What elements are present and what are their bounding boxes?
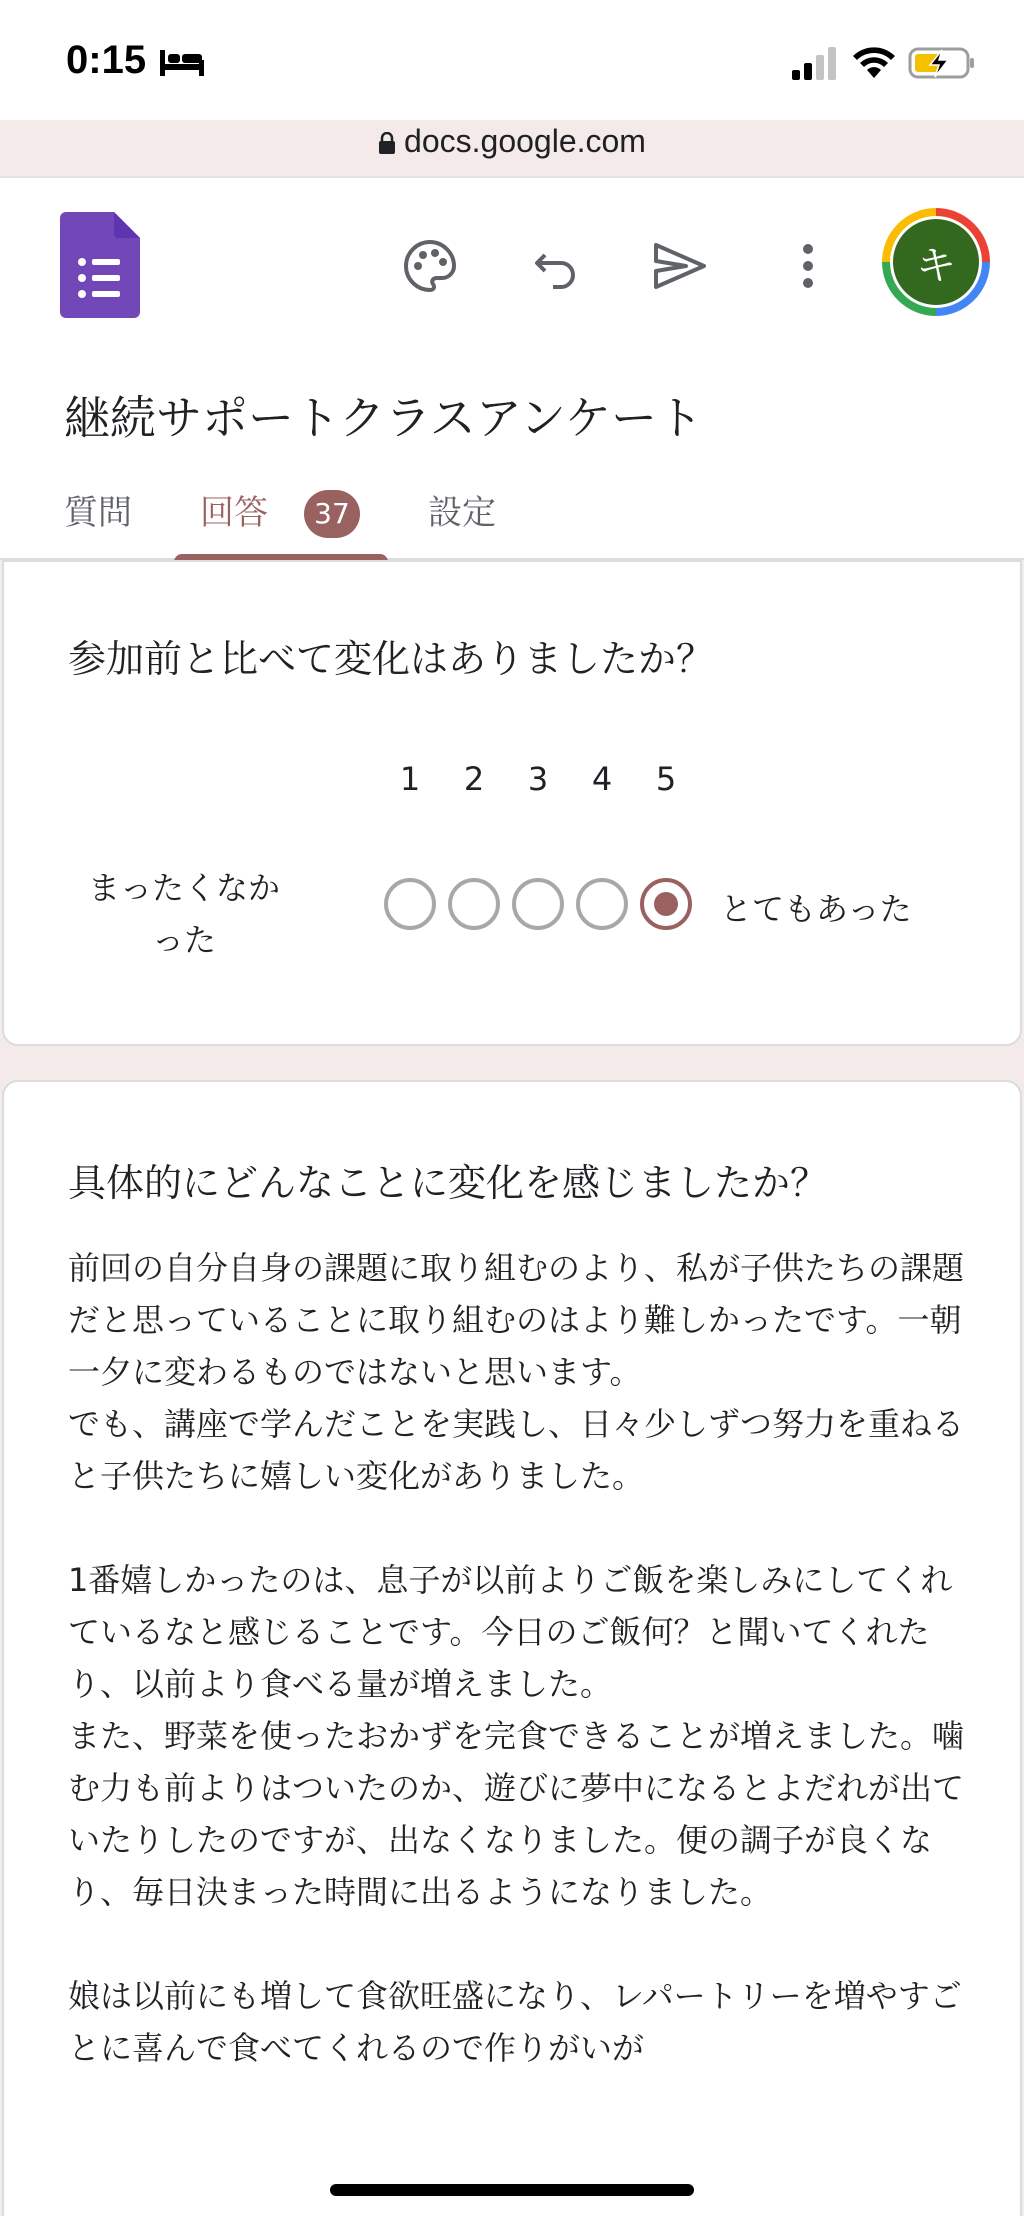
undo-icon [531, 241, 581, 291]
scale-radio-4[interactable] [576, 878, 628, 930]
question-title: 具体的にどんなことに変化を感じましたか？ [68, 1161, 829, 1205]
google-forms-logo-icon [60, 212, 140, 318]
question-title: 参加前と比べて変化はありましたか？ [68, 637, 715, 681]
status-time: 0:15 [66, 38, 147, 82]
bed-icon [160, 50, 204, 76]
form-title: 継続サポートクラスアンケート [64, 391, 703, 445]
undo-button[interactable] [520, 230, 592, 302]
tab-responses[interactable] [172, 468, 388, 560]
status-bar [0, 0, 1024, 120]
tab-settings[interactable]: 設定 [428, 493, 496, 533]
scale-number: 1 [399, 760, 421, 798]
scale-radio-5-selected[interactable] [640, 878, 692, 930]
answer-text [68, 1242, 968, 2074]
home-indicator[interactable] [330, 2184, 694, 2196]
url-text: docs.google.com [404, 123, 646, 159]
scale-number: 4 [591, 760, 613, 798]
signal-icon [790, 46, 838, 80]
paragraph-gap [68, 1918, 968, 1970]
lock-icon [378, 132, 396, 154]
answer-paragraph: 娘は以前にも増して食欲旺盛になり、レパートリーを増やすごとに喜んで食べてくれるので作りがいが [68, 1977, 962, 2067]
scale-radio-1[interactable] [384, 878, 436, 930]
question-card-scale [2, 560, 1022, 1046]
scale-numbers [4, 760, 1024, 810]
tab-responses-label: 回答 [200, 493, 268, 533]
account-avatar[interactable] [882, 208, 990, 316]
more-options-button[interactable] [772, 230, 844, 302]
avatar-initial: キ [893, 219, 979, 305]
tab-questions[interactable]: 質問 [64, 493, 132, 533]
battery-charging-icon [908, 46, 976, 80]
scale-low-label: まったくなかった [87, 869, 280, 959]
send-icon [652, 241, 708, 291]
responses-count-badge: 37 [304, 490, 360, 538]
send-button[interactable] [644, 230, 716, 302]
scale-radio-3[interactable] [512, 878, 564, 930]
wifi-icon [852, 44, 896, 80]
scale-number: 5 [655, 760, 677, 798]
answer-paragraph: 1番嬉しかったのは、息子が以前よりご飯を楽しみにしてくれているなと感じることです。今日のご飯何？と聞いてくれたり、以前より食べる量が増えました。 また、野菜を使ったおかずを完食できることが増えました。噛む力も前よりはついたのか、遊びに夢中になるとよだれが出ていたりしたのですが、出なくなりました。便の調子が良くなり、毎日決まった時間に出るようになりました。 [68, 1561, 965, 1911]
palette-icon [402, 238, 458, 294]
question-card-paragraph [2, 1080, 1022, 2216]
scale-high-label: とてもあった [720, 890, 912, 928]
avatar-ring [890, 216, 982, 308]
more-vert-icon [798, 241, 818, 291]
scale-row [4, 862, 1024, 982]
tab-bar [0, 468, 1024, 560]
scale-number: 2 [463, 760, 485, 798]
paragraph-gap [68, 1502, 968, 1554]
url-bar[interactable] [0, 118, 1024, 178]
scale-radio-2[interactable] [448, 878, 500, 930]
scale-number: 3 [527, 760, 549, 798]
answer-paragraph: 前回の自分自身の課題に取り組むのより、私が子供たちの課題だと思っていることに取り組むのはより難しかったです。一朝一夕に変わるものではないと思います。 でも、講座で学んだことを実践し、日々少しずつ努力を重ねると子供たちに嬉しい変化がありました。 [68, 1249, 965, 1495]
forms-header [0, 178, 1024, 560]
customize-theme-button[interactable] [394, 230, 466, 302]
